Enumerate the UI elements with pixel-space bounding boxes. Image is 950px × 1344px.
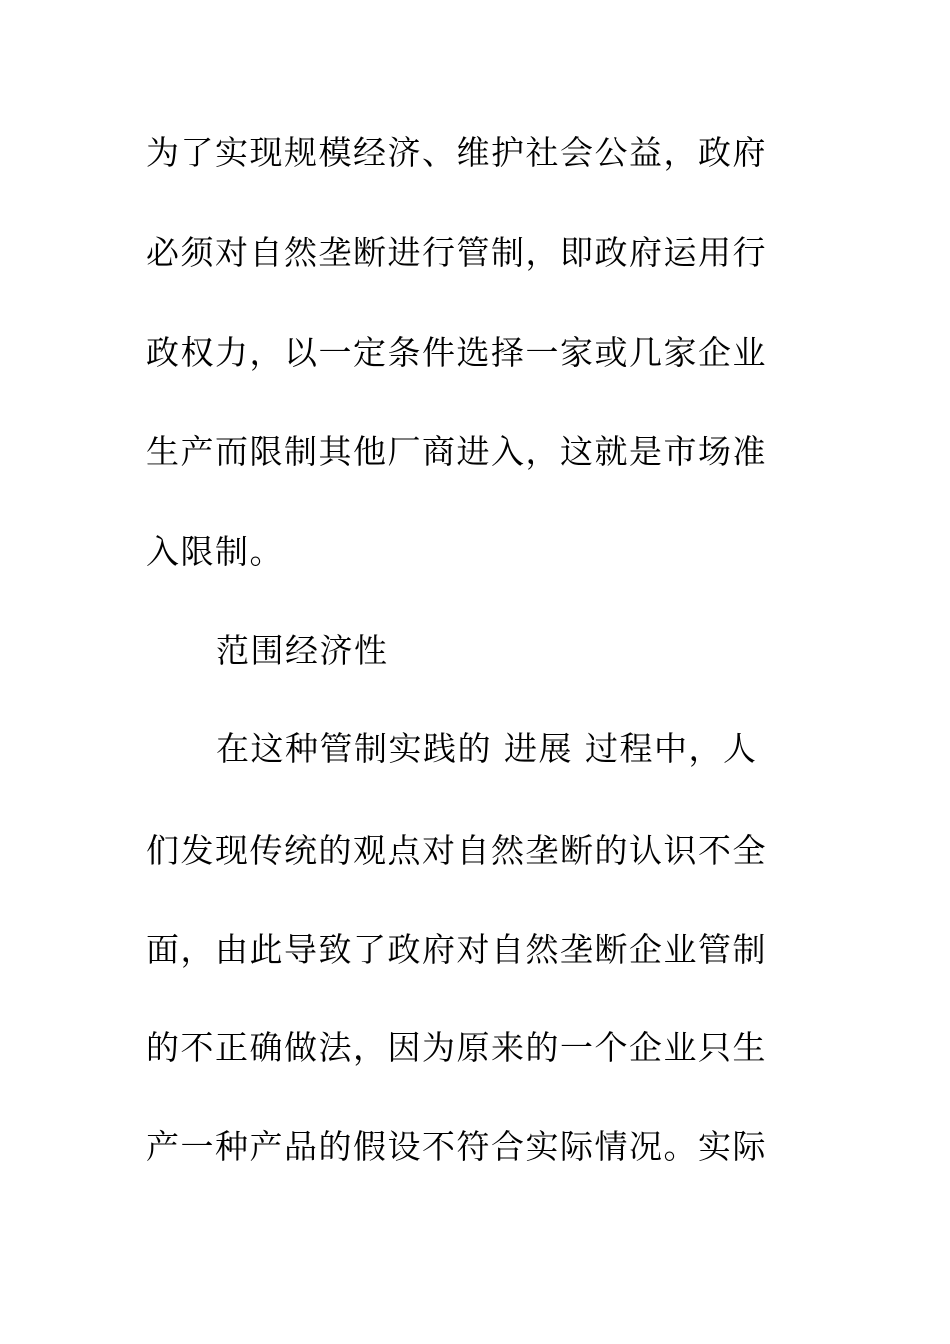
paragraph-line: 面，由此导致了政府对自然垄断企业管制 [146,930,767,969]
paragraph-line: 入限制。 [146,532,284,571]
paragraph-line: 为了实现规模经济、维护社会公益，政府 [146,133,767,172]
section-heading: 范围经济性 [216,631,389,670]
paragraph-line: 生产而限制其他厂商进入，这就是市场准 [146,432,767,471]
paragraph-line: 产一种产品的假设不符合实际情况。实际 [146,1127,767,1166]
paragraph-line: 的不正确做法，因为原来的一个企业只生 [146,1028,767,1067]
paragraph-line: 在这种管制实践的 进展 过程中，人 [216,729,758,768]
paragraph-line: 们发现传统的观点对自然垄断的认识不全 [146,831,767,870]
paragraph-line: 政权力，以一定条件选择一家或几家企业 [146,333,767,372]
paragraph-line: 必须对自然垄断进行管制，即政府运用行 [146,233,767,272]
